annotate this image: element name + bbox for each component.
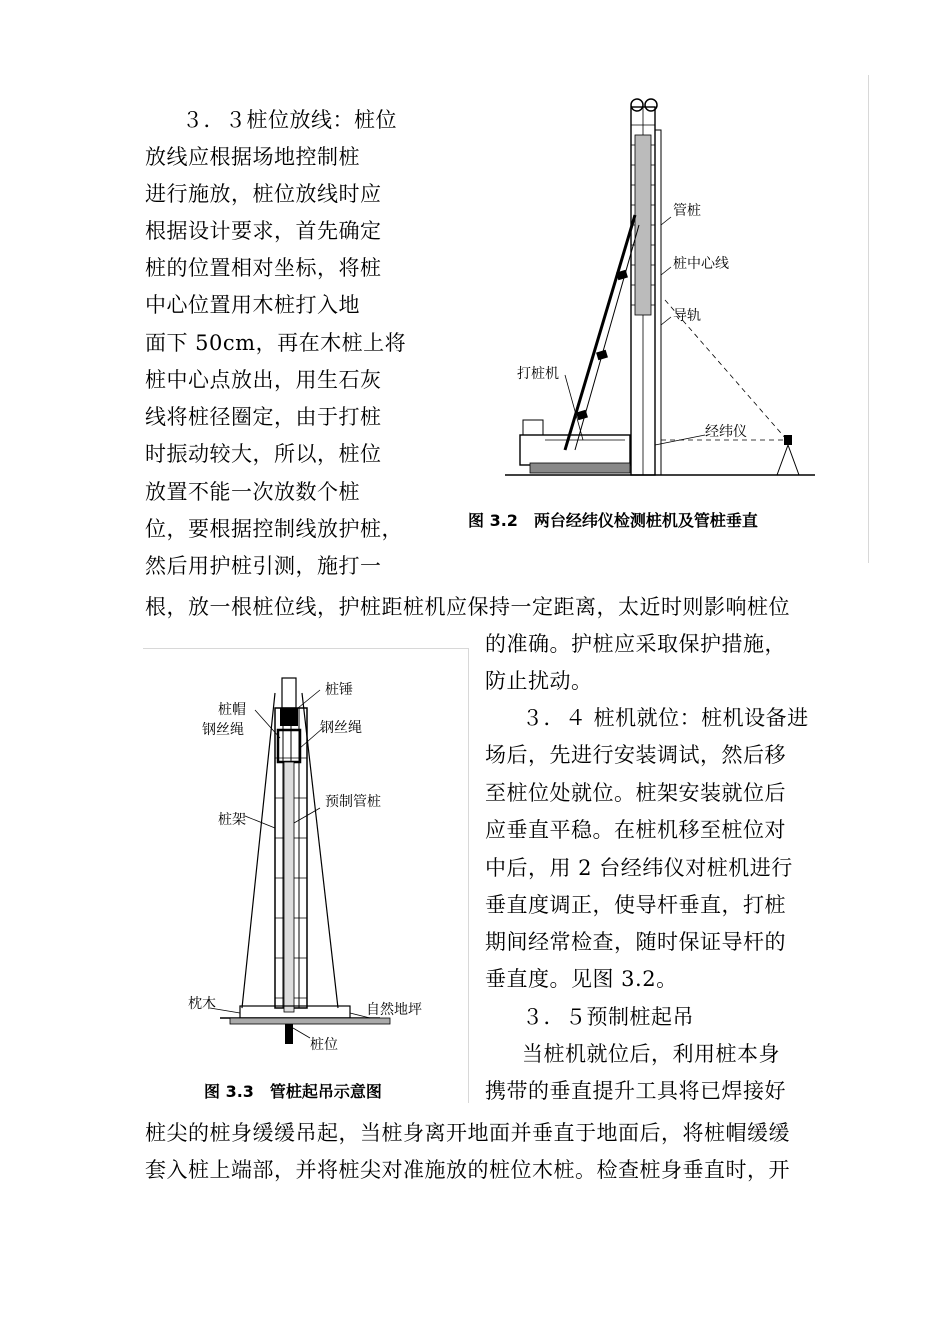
- label-pile-hammer: 桩锤: [325, 682, 353, 698]
- paragraph-line: 携带的垂直提升工具将已焊接好: [485, 1079, 786, 1103]
- figure-33-border: [468, 648, 469, 1103]
- paragraph-line: ３．３桩位放线：桩位: [182, 108, 397, 132]
- paragraph-line: 中后，用 2 台经纬仪对桩机进行: [485, 856, 793, 880]
- label-theodolite: 经纬仪: [705, 424, 747, 440]
- paragraph-line: 防止扰动。: [485, 669, 593, 693]
- paragraph-line: 应垂直平稳。在桩机移至桩位对: [485, 818, 786, 842]
- paragraph-line: 的准确。护桩应采取保护措施，: [485, 632, 786, 656]
- label-pile-frame: 桩架: [218, 812, 246, 828]
- paragraph-line: 场后，先进行安装调试，然后移: [485, 743, 786, 767]
- paragraph-line: 根据设计要求，首先确定: [145, 219, 382, 243]
- label-wire-rope-right: 钢丝绳: [320, 720, 362, 736]
- label-pile-driver: 打桩机: [517, 366, 559, 382]
- label-guide-rail: 导轨: [673, 308, 701, 324]
- paragraph-line: ３．４ 桩机就位：桩机设备进: [522, 706, 809, 730]
- paragraph-line: 中心位置用木桩打入地: [145, 293, 360, 317]
- figure-33-pile-lifting-diagram: [180, 668, 450, 1058]
- paragraph-line: 然后用护桩引测，施打一: [145, 554, 382, 578]
- paragraph-line: 垂直度。见图 3.2。: [485, 967, 678, 991]
- label-pile-position: 桩位: [310, 1037, 338, 1053]
- figure-32-border: [868, 75, 869, 563]
- paragraph-line: 至桩位处就位。桩架安装就位后: [485, 781, 786, 805]
- paragraph-line: 垂直度调正，使导杆垂直，打桩: [485, 893, 786, 917]
- figure-33-top-border: [143, 648, 468, 649]
- paragraph-line: ３．５预制桩起吊: [522, 1005, 694, 1029]
- paragraph-line: 桩尖的桩身缓缓吊起，当桩身离开地面并垂直于地面后，将桩帽缓缓: [145, 1121, 790, 1145]
- paragraph-line: 放线应根据场地控制桩: [145, 145, 360, 169]
- paragraph-line: 当桩机就位后，利用桩本身: [522, 1042, 780, 1066]
- label-precast-pile: 预制管桩: [325, 794, 381, 810]
- label-wire-rope-left: 钢丝绳: [202, 722, 244, 738]
- paragraph-line: 套入桩上端部，并将桩尖对准施放的桩位木桩。检查桩身垂直时，开: [145, 1158, 790, 1182]
- paragraph-line: 桩中心点放出，用生石灰: [145, 368, 382, 392]
- paragraph-line: 放置不能一次放数个桩: [145, 480, 360, 504]
- label-pipe-pile: 管桩: [673, 203, 701, 219]
- figure-32-pile-driver-diagram: [505, 95, 835, 490]
- paragraph-line: 位，要根据控制线放护桩，: [145, 517, 403, 541]
- figure-33-caption: 图 3.3 管桩起吊示意图: [204, 1082, 382, 1101]
- figure-32-caption: 图 3.2 两台经纬仪检测桩机及管桩垂直: [468, 511, 758, 530]
- label-sleeper: 枕木: [188, 996, 216, 1012]
- paragraph-line: 时振动较大，所以，桩位: [145, 442, 382, 466]
- paragraph-line: 根，放一根桩位线，护桩距桩机应保持一定距离，太近时则影响桩位: [145, 595, 790, 619]
- paragraph-line: 进行施放，桩位放线时应: [145, 182, 382, 206]
- paragraph-line: 桩的位置相对坐标，将桩: [145, 256, 382, 280]
- paragraph-line: 期间经常检查，随时保证导杆的: [485, 930, 786, 954]
- label-pile-centerline: 桩中心线: [673, 256, 729, 272]
- label-pile-cap: 桩帽: [218, 702, 246, 718]
- label-natural-ground: 自然地坪: [366, 1002, 422, 1018]
- paragraph-line: 线将桩径圈定，由于打桩: [145, 405, 382, 429]
- paragraph-line: 面下 50cm，再在木桩上将: [145, 331, 407, 355]
